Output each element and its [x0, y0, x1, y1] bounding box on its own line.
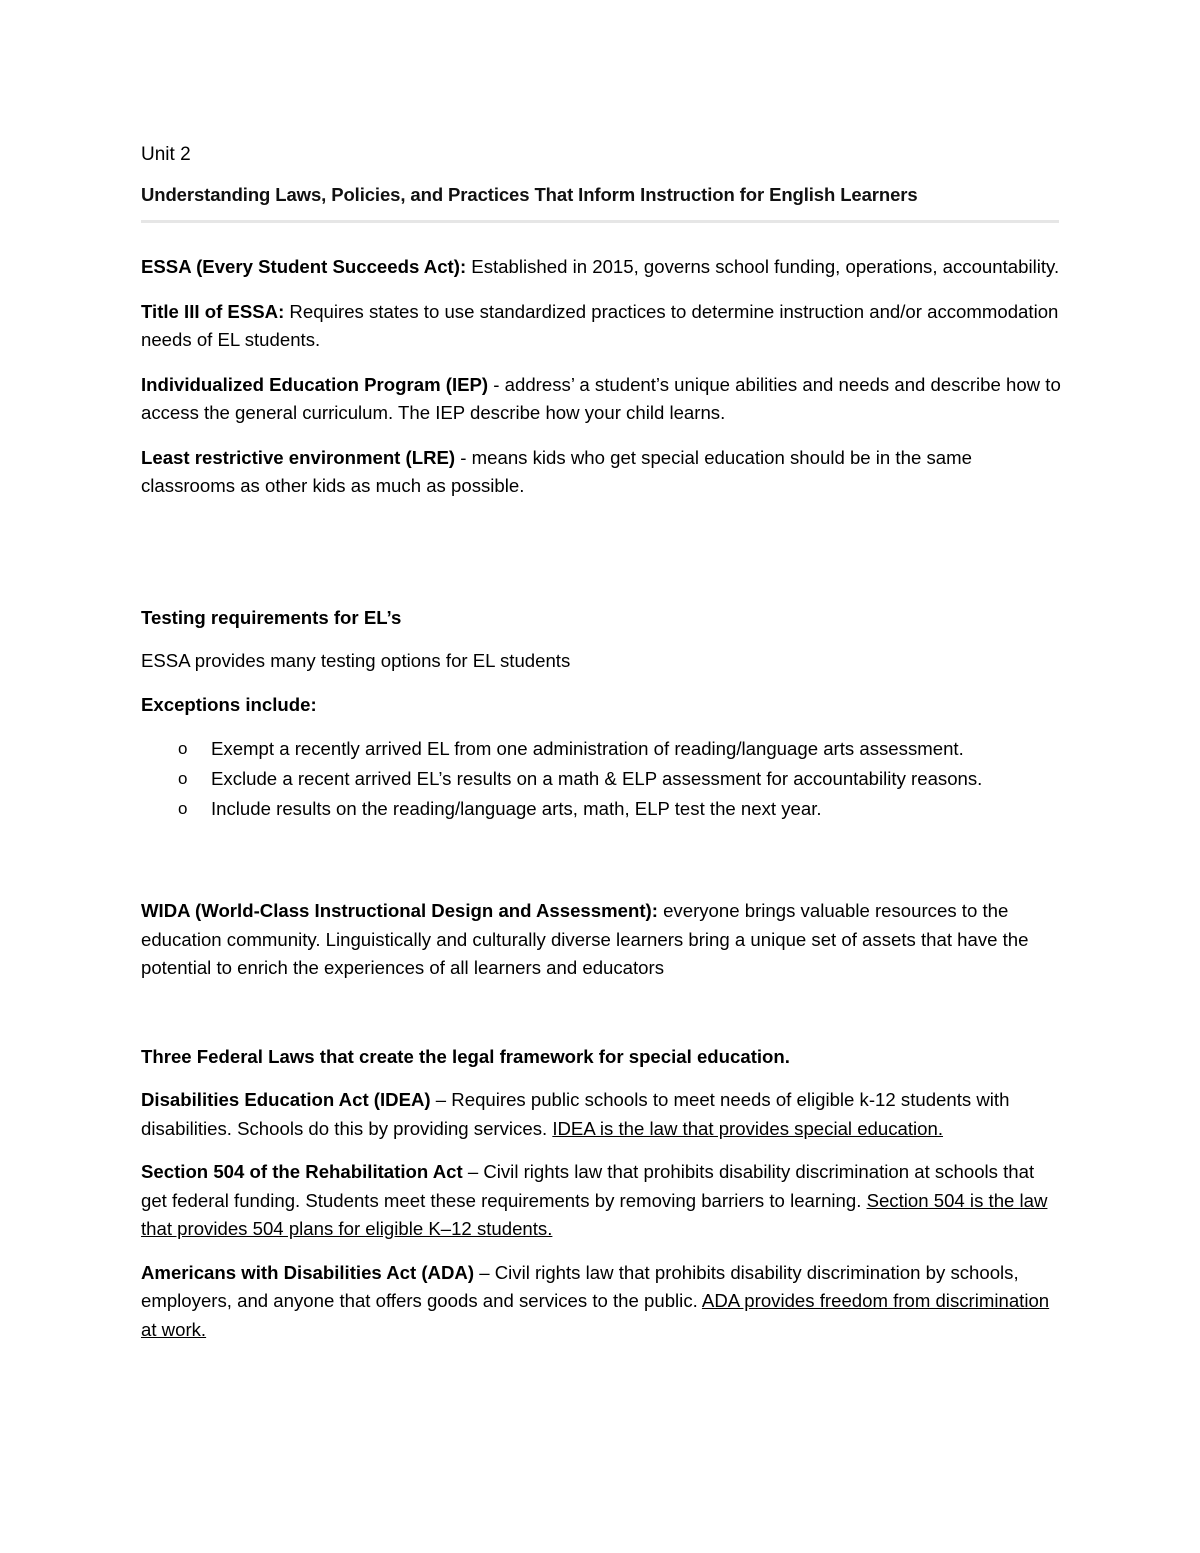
lre-paragraph: [141, 444, 1061, 501]
testing-intro: ESSA provides many testing options for EL students: [141, 650, 571, 671]
exceptions-label: Exceptions include:: [141, 693, 317, 715]
essa-paragraph: [141, 253, 1061, 282]
ada-underlined: ADA provides freedom from discrimination at work.: [141, 1290, 1050, 1340]
testing-heading: Testing requirements for EL’s: [141, 606, 402, 628]
title3-term: Title III of ESSA:: [141, 300, 285, 322]
list-item: o Exempt a recently arrived EL from one administration of reading/language arts assessment.: [141, 734, 1061, 764]
iep-paragraph: [141, 371, 1061, 428]
essa-text: Established in 2015, governs school funding, operations, accountability.: [466, 256, 1060, 277]
document-page: [141, 140, 1061, 1344]
title3-text: Requires states to use standardized practices to determine instruction and/or accommodation needs of EL students.: [141, 300, 1059, 350]
federal-heading: Three Federal Laws that create the legal framework for special education.: [141, 1045, 790, 1067]
idea-paragraph: [141, 1086, 1061, 1143]
ada-term: Americans with Disabilities Act (ADA): [141, 1261, 475, 1283]
lre-term: Least restrictive environment (LRE): [141, 446, 456, 468]
essa-term: ESSA (Every Student Succeeds Act):: [141, 256, 467, 277]
list-item: o Include results on the reading/language arts, math, ELP test the next year.: [141, 794, 1061, 824]
bullet-glyph: o: [178, 769, 188, 788]
section504-underlined: Section 504 is the law that provides 504 plans for eligible K–12 students.: [141, 1189, 1048, 1239]
idea-text: – Requires public schools to meet needs of eligible k-12 students with disabilities. Schools do this by providing services.: [141, 1089, 1010, 1139]
ada-paragraph: [141, 1259, 1061, 1345]
idea-term: Disabilities Education Act (IDEA): [141, 1089, 431, 1110]
exceptions-list: [141, 734, 1061, 824]
bullet-glyph: o: [178, 739, 188, 758]
unit-label: Unit 2: [141, 144, 191, 165]
ada-text: – Civil rights law that prohibits disability discrimination by schools, employers, and anyone that offers goods and services to the public.: [141, 1261, 1019, 1311]
wida-paragraph: [141, 897, 1061, 983]
idea-underlined: IDEA is the law that provides special education.: [552, 1117, 944, 1139]
section504-term: Section 504 of the Rehabilitation Act: [141, 1161, 463, 1182]
title3-paragraph: [141, 298, 1061, 355]
iep-term: Individualized Education Program (IEP): [141, 373, 489, 395]
lre-text: - means kids who get special education should be in the same classrooms as other kids as much as possible.: [141, 446, 972, 496]
wida-term: WIDA (World-Class Instructional Design and Assessment):: [141, 900, 658, 921]
list-item: o Exclude a recent arrived EL’s results on a math & ELP assessment for accountability reasons.: [141, 764, 1061, 794]
document-title: Understanding Laws, Policies, and Practices That Inform Instruction for English Learners: [141, 184, 918, 205]
bullet-glyph: o: [178, 799, 188, 818]
section504-paragraph: [141, 1158, 1061, 1244]
iep-text: - address’ a student’s unique abilities and needs and describe how to access the general curriculum. The IEP describe how your child learns.: [141, 373, 1061, 423]
wida-text: everyone brings valuable resources to the education community. Linguistically and culturally diverse learners bring a unique set of assets that have the potential to enrich the experiences of all learners and educators: [141, 900, 1029, 978]
title-divider: [141, 220, 1059, 223]
section504-text: – Civil rights law that prohibits disability discrimination at schools that get federal funding. Students meet these requirements by removing barriers to learning.: [141, 1161, 1035, 1211]
